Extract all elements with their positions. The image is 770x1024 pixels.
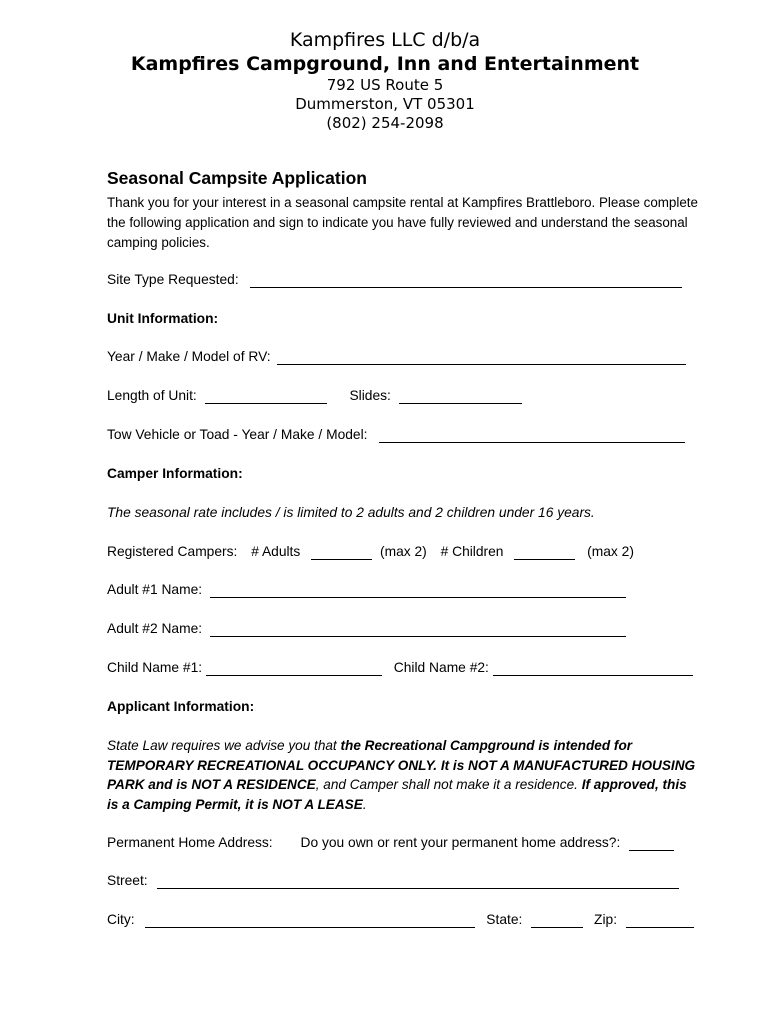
site-type-row bbox=[107, 271, 682, 289]
company-legal-name: Kampfires LLC d/b/a bbox=[289, 29, 481, 51]
home-address-label: Permanent Home Address: bbox=[107, 835, 273, 850]
form-title: Seasonal Campsite Application bbox=[107, 168, 367, 188]
rv-field[interactable] bbox=[277, 350, 686, 365]
company-trade-name: Kampfires Campground, Inn and Entertainment bbox=[130, 53, 640, 75]
street-field[interactable] bbox=[157, 874, 679, 889]
street-label: Street: bbox=[107, 873, 148, 888]
child2-field[interactable] bbox=[493, 661, 693, 676]
city-field[interactable] bbox=[145, 913, 475, 928]
notice-part-1: State Law requires we advise you that bbox=[107, 738, 341, 753]
city-label: City: bbox=[107, 912, 135, 927]
unit-section-heading: Unit Information: bbox=[107, 311, 219, 326]
child2-label: Child Name #2: bbox=[393, 660, 489, 675]
notice-bold-2: If approved, this is a Camping Permit, it is NOT A LEASE bbox=[107, 777, 687, 812]
zip-label: Zip: bbox=[594, 912, 618, 927]
adult2-field[interactable] bbox=[210, 622, 626, 637]
notice-bold-1: the Recreational Campground is intended for TEMPORARY RECREATIONAL OCCUPANCY ONLY. It is NOT A MANUFACTURED HOUSING PARK and is NOT A RESIDENCE bbox=[107, 738, 696, 792]
street-row bbox=[107, 872, 679, 890]
children-names-row bbox=[107, 659, 693, 677]
state-field[interactable] bbox=[531, 913, 583, 928]
site-type-label: Site Type Requested: bbox=[107, 272, 239, 287]
site-type-field[interactable] bbox=[250, 273, 682, 288]
tow-label: Tow Vehicle or Toad - Year / Make / Model: bbox=[107, 427, 368, 442]
adults-label: # Adults bbox=[251, 544, 301, 559]
adults-count-field[interactable] bbox=[311, 545, 372, 560]
length-field[interactable] bbox=[205, 389, 327, 404]
child1-field[interactable] bbox=[206, 661, 382, 676]
tow-field[interactable] bbox=[379, 428, 685, 443]
company-phone: (802) 254-2098 bbox=[326, 114, 444, 132]
length-label: Length of Unit: bbox=[107, 388, 197, 403]
adult1-row bbox=[107, 581, 626, 599]
slides-field[interactable] bbox=[399, 389, 522, 404]
rv-label: Year / Make / Model of RV: bbox=[107, 349, 271, 364]
company-address: 792 US Route 5 bbox=[326, 76, 444, 94]
child1-label: Child Name #1: bbox=[107, 660, 203, 675]
registered-label: Registered Campers: bbox=[107, 544, 238, 559]
registered-campers-row bbox=[107, 543, 634, 561]
company-city: Dummerston, VT 05301 bbox=[295, 95, 475, 113]
adult2-label: Adult #2 Name: bbox=[107, 621, 203, 636]
state-label: State: bbox=[486, 912, 523, 927]
slides-label: Slides: bbox=[349, 388, 391, 403]
adult1-field[interactable] bbox=[210, 583, 626, 598]
camper-section-heading: Camper Information: bbox=[107, 466, 243, 481]
children-count-field[interactable] bbox=[514, 545, 575, 560]
adults-max-label: (max 2) bbox=[379, 544, 427, 559]
state-law-notice bbox=[107, 736, 697, 814]
children-label: # Children bbox=[440, 544, 504, 559]
intro-text: Thank you for your interest in a seasonal campsite rental at Kampfires Brattleboro. Please complete the following application and sign to indicate you have fully reviewed and understand the seasonal camping policies. bbox=[107, 195, 698, 250]
notice-part-3: . bbox=[362, 796, 367, 812]
children-max-label: (max 2) bbox=[587, 544, 634, 559]
letterhead bbox=[0, 28, 770, 133]
own-rent-field[interactable] bbox=[629, 836, 674, 851]
home-address-row bbox=[107, 834, 674, 852]
adult1-label: Adult #1 Name: bbox=[107, 582, 203, 597]
zip-field[interactable] bbox=[626, 913, 694, 928]
length-slides-row bbox=[107, 387, 522, 405]
own-rent-label: Do you own or rent your permanent home address?: bbox=[300, 835, 621, 850]
tow-row bbox=[107, 426, 685, 444]
rate-note: The seasonal rate includes / is limited to 2 adults and 2 children under 16 years. bbox=[107, 505, 595, 520]
notice-part-2: , and Camper shall not make it a residence. bbox=[315, 777, 582, 792]
rv-row bbox=[107, 348, 686, 366]
city-state-zip-row bbox=[107, 911, 694, 929]
adult2-row bbox=[107, 620, 626, 638]
applicant-section-heading: Applicant Information: bbox=[107, 699, 255, 714]
